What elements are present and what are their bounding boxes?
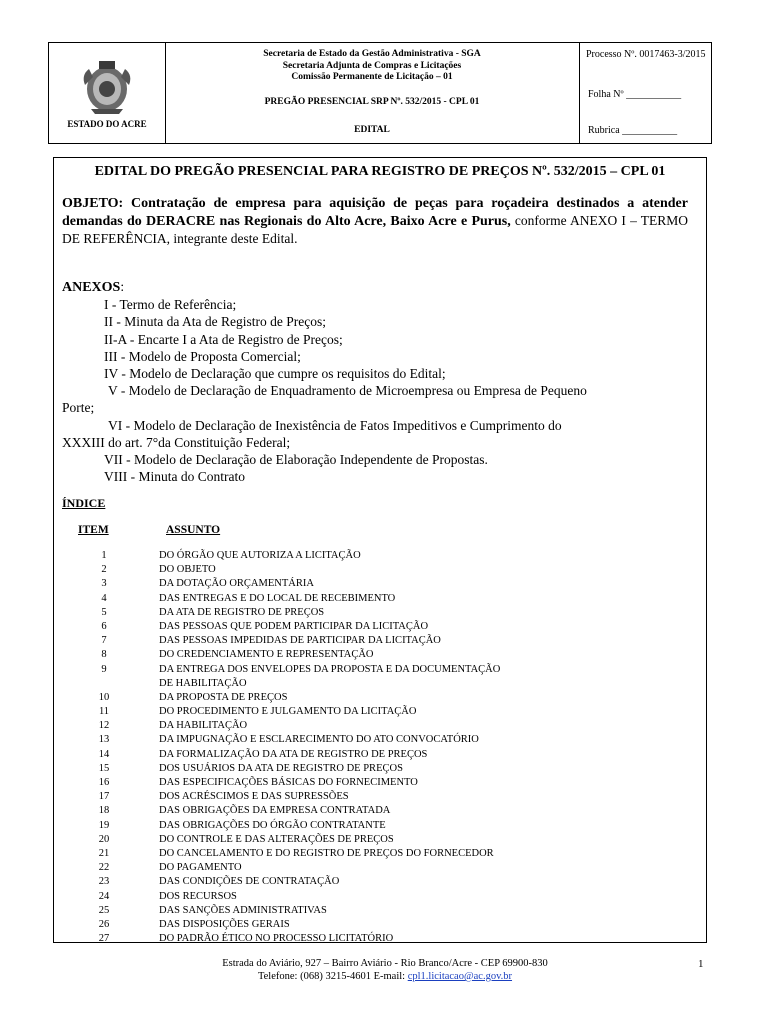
index-item-title: DO PADRÃO ÉTICO NO PROCESSO LICITATÓRIO	[159, 933, 394, 945]
anexo-item: II-A - Encarte I a Ata de Registro de Preços;	[104, 331, 343, 347]
index-row	[54, 777, 704, 791]
edital-label: EDITAL	[354, 125, 390, 135]
objeto-rest: conforme ANEXO I – TERMO DE REFERÊNCIA, integrante deste Edital.	[62, 213, 688, 246]
anexo-item: I - Termo de Referência;	[104, 297, 237, 313]
state-coat-of-arms-icon	[81, 59, 133, 115]
index-item-number: 6	[101, 620, 107, 632]
index-row	[54, 749, 704, 763]
page-number: 1	[698, 958, 704, 970]
header-process-cell	[580, 43, 711, 143]
index-item-number: 8	[101, 649, 107, 661]
index-item-number: 15	[98, 762, 110, 774]
index-item-number: 26	[98, 918, 110, 930]
index-row	[54, 834, 704, 848]
index-row	[54, 564, 704, 578]
index-item-title: DAS ENTREGAS E DO LOCAL DE RECEBIMENTO	[159, 592, 396, 604]
index-item-title: DOS RECURSOS	[159, 890, 237, 902]
index-item-title: DA HABILITAÇÃO	[159, 720, 248, 732]
index-item-title: DO PAGAMENTO	[159, 862, 242, 874]
index-row	[54, 678, 704, 692]
index-item-title: DO OBJETO	[159, 564, 216, 576]
index-item-title: DO CONTROLE E DAS ALTERAÇÕES DE PREÇOS	[159, 833, 394, 845]
index-item-number: 4	[101, 592, 107, 604]
pregao-number: PREGÃO PRESENCIAL SRP Nº. 532/2015 - CPL 01	[264, 97, 480, 107]
anexo-item: VI - Modelo de Declaração de Inexistência de Fatos Impeditivos e Cumprimento do	[108, 417, 562, 433]
index-item-title: DAS ESPECIFICAÇÕES BÁSICAS DO FORNECIMENTO	[159, 777, 418, 788]
anexo-item: Porte;	[62, 400, 95, 416]
index-item-title: DAS OBRIGAÇÕES DO ÓRGÃO CONTRATANTE	[159, 819, 386, 831]
index-row	[54, 720, 704, 734]
index-row	[54, 578, 704, 592]
index-item-number: 27	[98, 933, 110, 945]
anexo-item: VIII - Minuta do Contrato	[104, 469, 245, 485]
anexo-item: VII - Modelo de Declaração de Elaboração Independente de Propostas.	[104, 452, 488, 468]
objeto-bold: OBJETO: Contratação de empresa para aquisição de peças para roçadeira destinados a atender demandas do DERACRE nas Regionais do Alto Acre, Baixo Acre e Purus,	[62, 196, 688, 229]
index-item-title: DA PROPOSTA DE PREÇOS	[159, 691, 288, 703]
indice-heading: ÍNDICE	[62, 496, 106, 510]
index-row	[54, 862, 704, 876]
assunto-column-header: ASSUNTO	[166, 524, 221, 536]
index-item-number: 12	[98, 720, 110, 732]
index-row	[54, 550, 704, 564]
document-header	[48, 42, 712, 144]
index-item-number: 17	[98, 791, 110, 803]
index-item-title: DOS ACRÉSCIMOS E DAS SUPRESSÕES	[159, 791, 349, 803]
department-line: Secretaria de Estado da Gestão Administrativa - SGA	[263, 49, 481, 59]
index-item-title: DO CANCELAMENTO E DO REGISTRO DE PREÇOS DO FORNECEDOR	[159, 847, 494, 859]
anexo-item: V - Modelo de Declaração de Enquadramento de Microempresa ou Empresa de Pequeno	[108, 383, 587, 399]
anexo-item: II - Minuta da Ata de Registro de Preços;	[104, 314, 326, 330]
index-row	[54, 706, 704, 720]
index-row	[54, 593, 704, 607]
index-row	[54, 891, 704, 905]
footer-phone: Telefone: (068) 3215-4601 E-mail:	[257, 971, 408, 982]
index-item-title: DOS USUÁRIOS DA ATA DE REGISTRO DE PREÇOS	[159, 762, 403, 774]
index-row	[54, 848, 704, 862]
index-item-title: DAS PESSOAS IMPEDIDAS DE PARTICIPAR DA LICITAÇÃO	[159, 635, 441, 647]
index-row	[54, 919, 704, 933]
index-item-number: 20	[98, 833, 110, 845]
page-footer	[0, 957, 770, 983]
header-seal-cell	[49, 43, 166, 143]
index-item-number: 10	[98, 691, 110, 703]
index-item-title: DAS CONDIÇÕES DE CONTRATAÇÃO	[159, 876, 340, 888]
index-item-number: 3	[101, 578, 107, 590]
index-item-title: DA ATA DE REGISTRO DE PREÇOS	[159, 606, 325, 618]
document-body	[53, 157, 707, 943]
index-row	[54, 635, 704, 649]
index-item-number: 1	[101, 550, 107, 561]
index-item-number: 23	[98, 876, 110, 888]
index-item-number: 16	[98, 777, 110, 788]
index-row	[54, 664, 704, 678]
index-item-title: DAS SANÇÕES ADMINISTRATIVAS	[159, 904, 327, 916]
index-item-title: DO ÓRGÃO QUE AUTORIZA A LICITAÇÃO	[159, 550, 361, 561]
index-row	[54, 649, 704, 663]
footer-address: Estrada do Aviário, 927 – Bairro Aviário - Rio Branco/Acre - CEP 69900-830	[222, 958, 548, 969]
index-item-number: 18	[98, 805, 110, 817]
footer-email-link[interactable]: cpl1.licitacao@ac.gov.br	[407, 971, 513, 982]
index-item-number: 25	[98, 904, 110, 916]
anexos-heading: ANEXOS	[62, 280, 121, 295]
index-item-number: 9	[101, 663, 107, 675]
index-item-title: DO CREDENCIAMENTO E REPRESENTAÇÃO	[159, 649, 374, 661]
anexo-item: IV - Modelo de Declaração que cumpre os requisitos do Edital;	[104, 366, 446, 382]
footer-contact	[0, 970, 770, 983]
department-block	[165, 49, 579, 84]
index-item-title: DAS OBRIGAÇÕES DA EMPRESA CONTRATADA	[159, 805, 391, 817]
index-row	[54, 933, 704, 947]
index-row	[54, 692, 704, 706]
index-item-title: DE HABILITAÇÃO	[159, 677, 247, 689]
department-line: Comissão Permanente de Licitação – 01	[291, 72, 453, 82]
document-title: EDITAL DO PREGÃO PRESENCIAL PARA REGISTRO DE PREÇOS Nº. 532/2015 – CPL 01	[94, 164, 666, 179]
anexo-item: XXXIII do art. 7°da Constituição Federal;	[62, 434, 291, 450]
index-item-title: DAS DISPOSIÇÕES GERAIS	[159, 918, 290, 930]
index-item-title: DA FORMALIZAÇÃO DA ATA DE REGISTRO DE PREÇOS	[159, 748, 428, 760]
anexos-section: ANEXOS: I - Termo de Referência; II - Minuta da Ata de Registro de Preços; II-A - Encarte I a Ata de Registro de Preços; III - Modelo de Proposta Comercial; IV - Modelo de Declaração que cumpre os requisitos do Edital; V - Modelo de Declaração de Enquadramento de Microempresa ou Empresa de Pequeno Porte; VI - Modelo de Declaração de Inexistência de Fatos Impeditivos e Cumprimento do XXXIII do art. 7°da Constituição Federal; VII - Modelo de Declaração de Elaboração Independente de Propostas. VIII - Minuta do Contrato	[62, 278, 692, 485]
index-item-number: 5	[101, 606, 107, 618]
anexo-item: III - Modelo de Proposta Comercial;	[104, 348, 301, 364]
index-item-number: 19	[98, 819, 110, 831]
index-item-title: DA DOTAÇÃO ORÇAMENTÁRIA	[159, 578, 314, 590]
index-row	[54, 607, 704, 621]
index-item-number: 22	[98, 862, 110, 874]
folha-field: Folha Nº ___________	[588, 89, 682, 100]
process-number: Processo Nº. 0017463-3/2015	[586, 49, 706, 60]
index-item-number: 11	[98, 706, 110, 718]
objeto-paragraph	[62, 194, 688, 247]
rubrica-field: Rubrica ___________	[588, 125, 678, 136]
index-item-number: 7	[101, 635, 107, 647]
index-row	[54, 805, 704, 819]
index-row	[54, 820, 704, 834]
state-label: ESTADO DO ACRE	[67, 119, 147, 129]
index-item-number: 13	[98, 734, 110, 746]
index-row	[54, 876, 704, 890]
index-row	[54, 763, 704, 777]
index-row	[54, 621, 704, 635]
index-row	[54, 905, 704, 919]
index-item-title: DAS PESSOAS QUE PODEM PARTICIPAR DA LICITAÇÃO	[159, 620, 429, 632]
index-item-title: DO PROCEDIMENTO E JULGAMENTO DA LICITAÇÃO	[159, 706, 417, 718]
index-item-number: 2	[101, 564, 107, 576]
header-title-cell	[165, 43, 580, 143]
index-item-number: 21	[98, 847, 110, 859]
index-item-number: 24	[98, 890, 110, 902]
index-row	[54, 734, 704, 748]
index-list	[54, 550, 704, 947]
index-row	[54, 791, 704, 805]
index-item-title: DA ENTREGA DOS ENVELOPES DA PROPOSTA E DA DOCUMENTAÇÃO	[159, 663, 501, 675]
index-item-number: 14	[98, 748, 110, 760]
department-line: Secretaria Adjunta de Compras e Licitações	[282, 60, 462, 71]
item-column-header: ITEM	[78, 524, 109, 536]
index-item-title: DA IMPUGNAÇÃO E ESCLARECIMENTO DO ATO CONVOCATÓRIO	[159, 734, 479, 746]
